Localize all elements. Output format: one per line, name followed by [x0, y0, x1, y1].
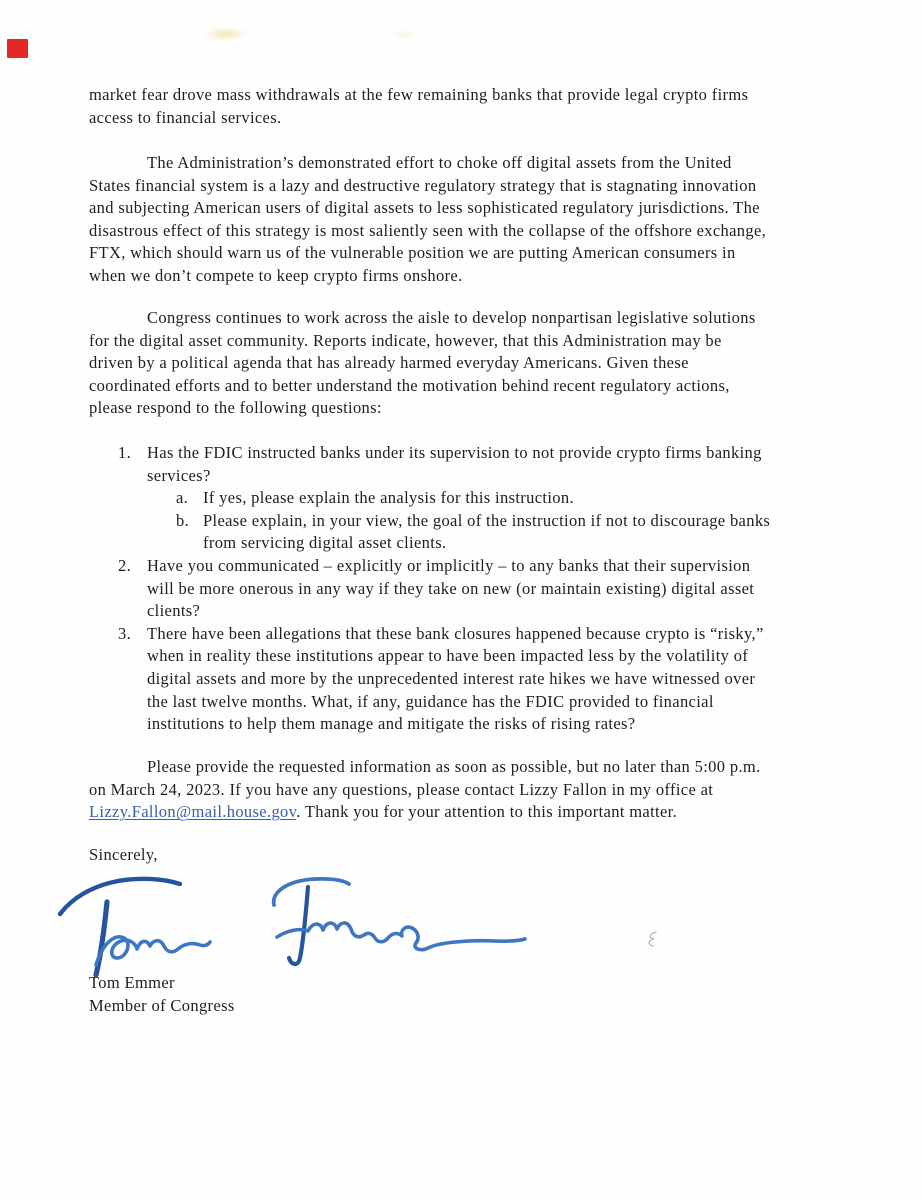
text-line: Tom Emmer [89, 973, 175, 992]
signature-stroke [96, 937, 210, 965]
scan-smudge [203, 27, 249, 41]
stray-pen-mark [645, 930, 661, 948]
signature-ink [50, 868, 610, 980]
list-marker: 1. [118, 443, 132, 462]
text-line [89, 779, 879, 802]
signature-stroke [60, 879, 180, 914]
signature-tom [60, 879, 210, 975]
list-line: the last twelve months. What, if any, guidance has the FDIC provided to financial [147, 691, 714, 711]
text-line: Member of Congress [89, 995, 235, 1015]
list-line: 3. There have been allegations that these bank closures happened because crypto is “risky,” [147, 623, 879, 646]
text-line: please respond to the following questions: [89, 398, 382, 418]
text-line [89, 756, 879, 779]
question-list [89, 442, 879, 736]
list-line: will be more onerous in any way if they take on new (or maintain existing) digital asset [147, 578, 755, 598]
list-item [118, 442, 879, 487]
text-line: driven by a political agenda that has already harmed everyday Americans. Given these [89, 353, 689, 373]
text-line: The Administration’s demonstrated effort to choke off digital assets from the United [147, 153, 732, 172]
signature-stroke [274, 879, 349, 905]
list-line: digital assets and more by the unprecedented interest rate hikes we have witnessed over [147, 668, 756, 688]
signature-stroke [277, 923, 525, 950]
list-line: a. If yes, please explain the analysis for this instruction. [203, 487, 879, 510]
text-line: Sincerely, [89, 845, 158, 864]
red-corner-mark [7, 39, 28, 58]
list-item [176, 487, 879, 510]
paragraph-congress [89, 307, 879, 420]
text-segment: on March 24, 2023. If you have any questions, please contact Lizzy Fallon in my office at [89, 779, 714, 799]
list-item [118, 555, 879, 623]
text-segment: . Thank you for your attention to this important matter. [296, 802, 678, 822]
text-line: when we don’t compete to keep crypto firms onshore. [89, 265, 463, 285]
list-line: institutions to help them manage and mitigate the risks of rising rates? [147, 714, 636, 734]
text-line: market fear drove mass withdrawals at the few remaining banks that provide legal crypto firms [89, 85, 749, 104]
text-line: access to financial services. [89, 107, 282, 127]
list-line: 1. Has the FDIC instructed banks under its supervision to not provide crypto firms banking [147, 442, 879, 465]
text-line: coordinated efforts and to better understand the motivation behind recent regulatory actions, [89, 375, 730, 395]
text-line: and subjecting American users of digital assets to less sophisticated regulatory jurisdictions. The [89, 198, 760, 218]
signature-typed-block [89, 972, 879, 1017]
list-item [118, 623, 879, 736]
list-line: b. Please explain, in your view, the goal of the instruction if not to discourage banks [203, 510, 879, 533]
list-line: services? [147, 465, 211, 485]
signature-emmer [274, 879, 525, 964]
scan-smudge [388, 29, 420, 40]
list-item [176, 510, 879, 555]
text-line [89, 801, 879, 824]
text-line: for the digital asset community. Reports indicate, however, that this Administration may be [89, 330, 722, 350]
paragraph-administration [89, 152, 879, 288]
list-marker: b. [176, 510, 190, 530]
list-line: when in reality these institutions appear to have been impacted less by the volatility of [147, 646, 749, 666]
list-line: 2. Have you communicated – explicitly or implicitly – to any banks that their supervision [147, 555, 879, 578]
text-line: Congress continues to work across the aisle to develop nonpartisan legislative solutions [147, 308, 756, 327]
signature-stroke [289, 887, 308, 964]
list-marker: 3. [118, 623, 132, 643]
sincerely-line [89, 844, 879, 867]
list-line: clients? [147, 601, 201, 621]
text-line: States financial system is a lazy and destructive regulatory strategy that is stagnating innovation [89, 175, 757, 195]
text-line: FTX, which should warn us of the vulnerable position we are putting American consumers in [89, 243, 736, 263]
paragraph-intro [89, 84, 879, 129]
list-marker: a. [176, 488, 189, 508]
text-segment: Please provide the requested information as soon as possible, but no later than 5:00 p.m. [147, 757, 761, 776]
email-link[interactable]: Lizzy.Fallon@mail.house.gov [89, 802, 297, 822]
text-line: disastrous effect of this strategy is most saliently seen with the collapse of the offshore exchange, [89, 220, 767, 240]
paragraph-closing [89, 756, 879, 824]
list-line: from servicing digital asset clients. [203, 533, 447, 553]
list-marker: 2. [118, 555, 132, 575]
